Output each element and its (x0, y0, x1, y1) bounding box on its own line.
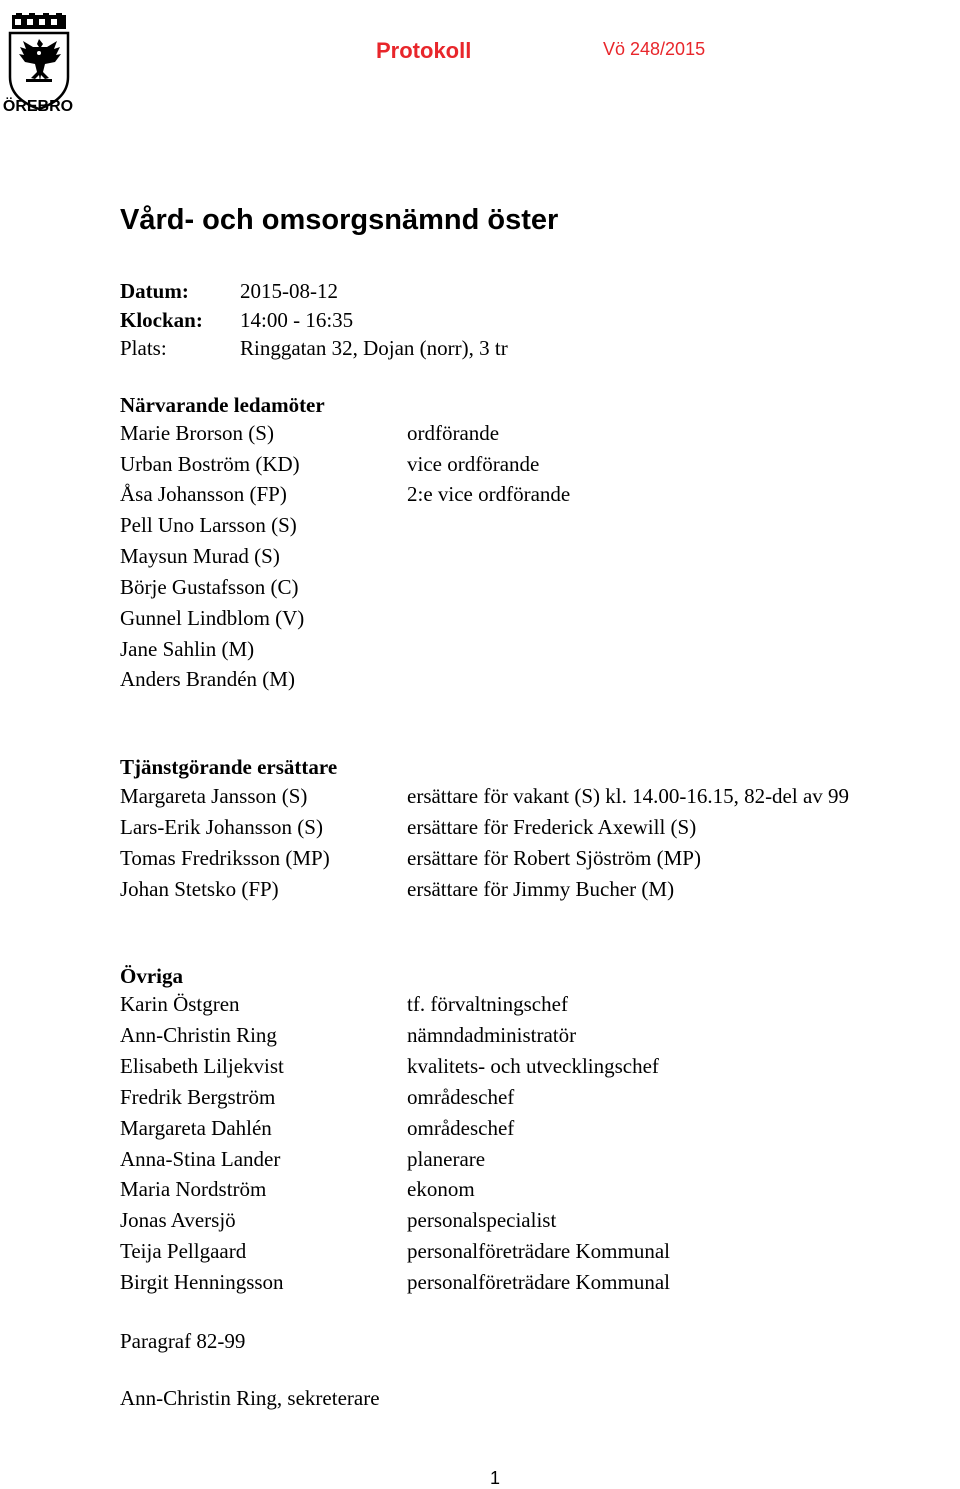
member-row (120, 637, 960, 667)
member-role: vice ordförande (407, 452, 540, 476)
date-value: 2015-08-12 (240, 279, 338, 303)
substitute-row (120, 815, 960, 845)
other-row (120, 1054, 960, 1084)
substitute-name: Johan Stetsko (FP) (120, 877, 279, 901)
member-name: Åsa Johansson (FP) (120, 482, 287, 506)
other-row (120, 1239, 960, 1269)
other-row (120, 1116, 960, 1146)
substitute-name: Margareta Jansson (S) (120, 784, 308, 808)
member-name: Börje Gustafsson (C) (120, 575, 299, 599)
other-row (120, 1208, 960, 1238)
other-role: personalföreträdare Kommunal (407, 1270, 670, 1294)
member-name: Urban Boström (KD) (120, 452, 300, 476)
other-name: Anna-Stina Lander (120, 1147, 281, 1171)
document-number: Vö 248/2015 (603, 39, 706, 59)
other-role: ekonom (407, 1177, 475, 1201)
other-row (120, 1270, 960, 1300)
substitute-role: ersättare för vakant (S) kl. 14.00-16.15, 82-del av 99 (407, 784, 850, 808)
other-row (120, 992, 960, 1022)
place-value: Ringgatan 32, Dojan (norr), 3 tr (240, 336, 508, 360)
member-row (120, 575, 960, 605)
other-role: tf. förvaltningschef (407, 992, 568, 1016)
member-row (120, 482, 960, 512)
member-role: 2:e vice ordförande (407, 482, 571, 506)
member-row (120, 421, 960, 451)
other-row (120, 1147, 960, 1177)
member-name: Gunnel Lindblom (V) (120, 606, 305, 630)
member-name: Pell Uno Larsson (S) (120, 513, 297, 537)
other-name: Elisabeth Liljekvist (120, 1054, 284, 1078)
secretary-line: Ann-Christin Ring, sekreterare (120, 1386, 380, 1410)
substitute-role: ersättare för Robert Sjöström (MP) (407, 846, 701, 870)
substitutes-heading: Tjänstgörande ersättare (120, 755, 338, 779)
substitute-row (120, 877, 960, 907)
members-heading: Närvarande ledamöter (120, 393, 325, 417)
member-row (120, 606, 960, 636)
substitute-name: Lars-Erik Johansson (S) (120, 815, 323, 839)
others-heading: Övriga (120, 964, 183, 988)
substitute-role: ersättare för Jimmy Bucher (M) (407, 877, 675, 901)
substitute-row (120, 846, 960, 876)
member-role: ordförande (407, 421, 500, 445)
substitute-row (120, 784, 960, 814)
other-name: Birgit Henningsson (120, 1270, 284, 1294)
member-name: Marie Brorson (S) (120, 421, 274, 445)
substitute-name: Tomas Fredriksson (MP) (120, 846, 330, 870)
document-type: Protokoll (376, 38, 472, 63)
member-name: Jane Sahlin (M) (120, 637, 255, 661)
other-role: personalföreträdare Kommunal (407, 1239, 670, 1263)
member-row (120, 513, 960, 543)
member-row (120, 452, 960, 482)
substitute-role: ersättare för Frederick Axewill (S) (407, 815, 697, 839)
time-label: Klockan: (120, 308, 203, 332)
other-row (120, 1177, 960, 1207)
other-role: områdeschef (407, 1116, 515, 1140)
other-name: Maria Nordström (120, 1177, 267, 1201)
page-title: Vård- och omsorgsnämnd öster (120, 204, 559, 236)
place-label: Plats: (120, 336, 167, 360)
time-value: 14:00 - 16:35 (240, 308, 354, 332)
other-role: planerare (407, 1147, 486, 1171)
other-role: nämndadministratör (407, 1023, 577, 1047)
other-name: Jonas Aversjö (120, 1208, 236, 1232)
logo-text: ÖREBRO (2, 98, 74, 115)
other-row (120, 1085, 960, 1115)
other-role: områdeschef (407, 1085, 515, 1109)
member-row (120, 544, 960, 574)
paragraph-range: Paragraf 82-99 (120, 1329, 246, 1353)
page-number: 1 (489, 1468, 500, 1488)
other-name: Karin Östgren (120, 992, 240, 1016)
date-label: Datum: (120, 279, 189, 303)
other-name: Fredrik Bergström (120, 1085, 276, 1109)
other-name: Teija Pellgaard (120, 1239, 247, 1263)
other-role: kvalitets- och utvecklingschef (407, 1054, 659, 1078)
member-name: Anders Brandén (M) (120, 667, 295, 691)
other-role: personalspecialist (407, 1208, 557, 1232)
other-name: Ann-Christin Ring (120, 1023, 277, 1047)
other-row (120, 1023, 960, 1053)
member-name: Maysun Murad (S) (120, 544, 280, 568)
other-name: Margareta Dahlén (120, 1116, 272, 1140)
member-row (120, 667, 960, 697)
